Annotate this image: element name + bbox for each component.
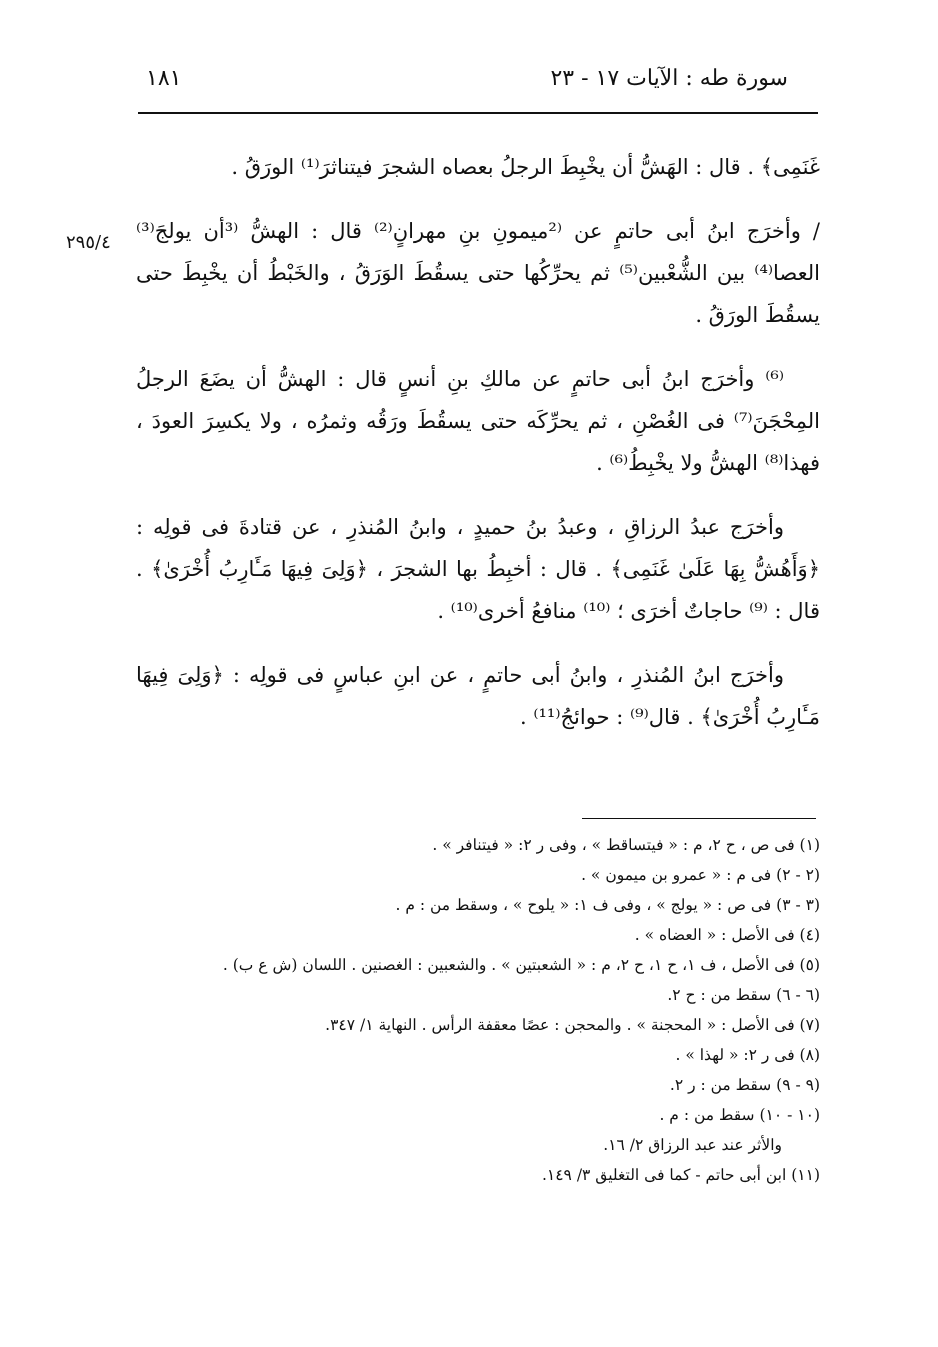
margin-reference: ٢٩٥/٤: [66, 232, 111, 253]
footnote: (٢ - ٢) فى م : « عمرو بن ميمون » .: [581, 866, 820, 884]
main-text: [136, 146, 820, 760]
paragraph: / وأخرَج ابنُ أبى حاتمٍ عن ⁽²ميمونِ بنِ مهرانٍ⁽²⁾ قال : الهشُّ ⁽³أن يولجَ⁽³⁾ العصا⁽⁴⁾ بين الشُّعْبين⁽⁵⁾ ثم يحرِّكُها حتى يسقُطَ الوَرَقُ ، والخَبْطُ أن يخْبِطَ حتى يسقُطَ الورَقُ .: [136, 219, 821, 327]
footnote: (٦ - ٦) سقط من : ح ٢.: [667, 986, 820, 1004]
footnote: (١١) ابن أبى حاتم - كما فى التغليق ٣/ ١٤٩.: [541, 1166, 820, 1184]
page-number: ١٨١: [146, 66, 182, 91]
footnote: (٧) فى الأصل : « المحجنة » . والمحجن : عصًا معقفة الرأس . النهاية ١/ ٣٤٧.: [325, 1016, 820, 1034]
paragraph: غَنَمِى﴾ . قال : الهَشُّ أن يخْبِطَ الرجلُ بعصاه الشجرَ فيتناثرَ⁽¹⁾ الورَقُ .: [231, 155, 820, 179]
paragraph: وأخرَج عبدُ الرزاقِ ، وعبدُ بنُ حميدٍ ، وابنُ المُنذرِ ، عن قتادةَ فى قولِه : ﴿وَأَهُشُّ بِهَا عَلَىٰ غَنَمِى﴾ . قال : أخبِطُ بها الشجرَ ، ﴿وَلِىَ فِيهَا مَـَٔارِبُ أُخْرَىٰ﴾ . قال : ⁽⁹⁾ حاجاتٌ أخرَى ؛ ⁽¹⁰⁾ منافعُ أخرى⁽¹⁰⁾ .: [136, 515, 820, 623]
header-rule: [138, 112, 818, 114]
footnote: (٨) فى ر ٢: « لهذا » .: [675, 1046, 820, 1064]
running-title: سورة طه : الآيات ١٧ - ٢٣: [550, 66, 788, 91]
footnote: (١٠ - ١٠) سقط من : م .: [659, 1106, 820, 1124]
footnote-rule: [582, 818, 816, 819]
footnote: (٥) فى الأصل ، ف ١، ح ١، ح ٢، م : « الشعبتين » . والشعبين : الغصنين . اللسان (ش ع ب) .: [222, 956, 820, 974]
paragraph: ⁽⁶⁾ وأخرَج ابنُ أبى حاتمٍ عن مالكِ بنِ أنسٍ قال : الهشُّ أن يضَعَ الرجلُ المِحْجَنَ⁽⁷⁾ فى الغُصْنِ ، ثم يحرِّكَه حتى يسقُطَ ورَقُه وثمرُه ، ولا يكسِرَ العودَ ، فهذا⁽⁸⁾ الهشُّ ولا يخْبِطُ⁽⁶⁾ .: [136, 367, 820, 475]
footnote: (٩ - ٩) سقط من : ر ٢.: [669, 1076, 820, 1094]
footnote: (١) فى ص ، ح ٢، م : « فيتساقط » ، وفى ر ٢: « فيتنافر » .: [432, 836, 820, 854]
footnote: (٣ - ٣) فى ص : « يولج » ، وفى ف ١: « يلوح » ، وسقط من : م .: [395, 896, 820, 914]
footnote: والأثر عند عبد الرزاق ٢/ ١٦.: [603, 1136, 782, 1154]
footnotes: [136, 830, 820, 1190]
paragraph: وأخرَج ابنُ المُنذرِ ، وابنُ أبى حاتمٍ ، عن ابنِ عباسٍ فى قولِه : ﴿وَلِىَ فِيهَا مَـَٔارِبُ أُخْرَىٰ﴾ . قال⁽⁹⁾ : حوائجُ⁽¹¹⁾ .: [136, 663, 820, 729]
running-header: [138, 62, 818, 102]
footnote: (٤) فى الأصل : « العضاه » .: [634, 926, 820, 944]
